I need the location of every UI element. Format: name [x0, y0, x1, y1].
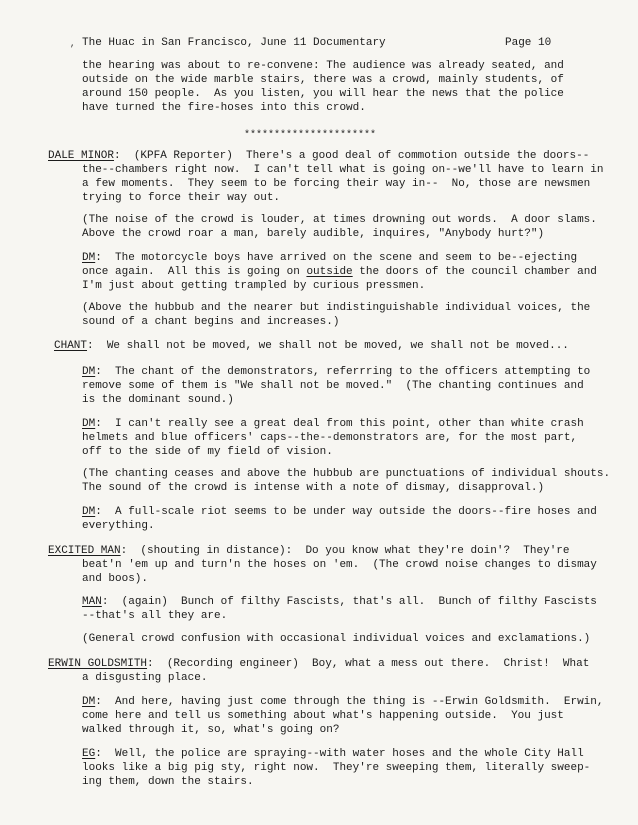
dm-1-line-2	[82, 266, 597, 278]
man-line-2: --that's all they are.	[82, 610, 228, 622]
dm-5-line-3: walked through it, so, what's going on?	[82, 724, 340, 736]
intro-line-4: have turned the fire-hoses into this crowd.	[82, 102, 366, 114]
dm-1-line-1	[82, 252, 577, 264]
chant-text: : We shall not be moved, we shall not be moved, we shall not be moved...	[87, 340, 569, 352]
dm-2-line-2: remove some of them is "We shall not be moved." (The chanting continues and	[82, 380, 584, 392]
intro-line-2: outside on the wide marble stairs, there was a crowd, mainly students, of	[82, 74, 564, 86]
dm-4-line-2: everything.	[82, 520, 155, 532]
dm-2-text: : The chant of the demonstrators, referrring to the officers attempting to	[95, 366, 591, 378]
dm-1-emphasis: outside	[306, 266, 353, 278]
dm-1-text-a: once again. All this is going on	[82, 266, 307, 278]
dm-5-line-2: come here and tell us something about what's happening outside. You just	[82, 710, 564, 722]
speaker-erwin-goldsmith: ERWIN GOLDSMITH	[48, 658, 148, 670]
dm-1-text: : The motorcycle boys have arrived on the scene and seem to be--ejecting	[95, 252, 578, 264]
speaker-dm: DM	[82, 506, 96, 518]
dale-minor-text: : (KPFA Reporter) There's a good deal of commotion outside the doors--	[114, 150, 590, 162]
page-number: Page 10	[505, 37, 552, 49]
speaker-dm: DM	[82, 696, 96, 708]
dm-1-line-3: I'm just about getting trampled by curious pressmen.	[82, 280, 426, 292]
excited-man-line-1	[48, 545, 570, 557]
separator: **********************	[244, 130, 377, 141]
direction-1-line-1: (The noise of the crowd is louder, at times drowning out words. A door slams.	[82, 214, 597, 226]
dm-3-line-3: off to the side of my field of vision.	[82, 446, 333, 458]
direction-1-line-2: Above the crowd roar a man, barely audible, inquires, "Anybody hurt?")	[82, 228, 545, 240]
direction-2-line-2: sound of a chant begins and increases.)	[82, 316, 340, 328]
speaker-dm: DM	[82, 418, 96, 430]
man-line-1	[82, 596, 597, 608]
dm-1-text-b: the doors of the council chamber and	[352, 266, 597, 278]
speaker-dale-minor: DALE MINOR	[48, 150, 115, 162]
direction-3-line-1: (The chanting ceases and above the hubbub are punctuations of individual shouts.	[82, 468, 611, 480]
dm-5-line-1	[82, 696, 604, 708]
erwin-goldsmith-line-2: a disgusting place.	[82, 672, 208, 684]
direction-3-line-2: The sound of the crowd is intense with a note of dismay, disapproval.)	[82, 482, 545, 494]
speaker-chant: CHANT	[54, 340, 88, 352]
dm-3-text: : I can't really see a great deal from this point, other than white crash	[95, 418, 584, 430]
excited-man-text: : (shouting in distance): Do you know what they're doin'? They're	[120, 545, 570, 557]
dm-5-text: : And here, having just come through the thing is --Erwin Goldsmith. Erwin,	[95, 696, 604, 708]
direction-2-line-1: (Above the hubbub and the nearer but indistinguishable individual voices, the	[82, 302, 591, 314]
speaker-man: MAN	[82, 596, 102, 608]
speaker-dm: DM	[82, 366, 96, 378]
erwin-goldsmith-line-1	[48, 658, 589, 670]
eg-line-1	[82, 748, 584, 760]
speaker-eg: EG	[82, 748, 96, 760]
eg-text: : Well, the police are spraying--with water hoses and the whole City Hall	[95, 748, 584, 760]
dale-minor-line-2: the--chambers right now. I can't tell what is going on--we'll have to learn in	[82, 164, 604, 176]
dm-3-line-2: helmets and blue officers' caps--the--demonstrators are, for the most part,	[82, 432, 578, 444]
eg-line-2: looks like a big pig sty, right now. They're sweeping them, literally sweep-	[82, 762, 591, 774]
excited-man-line-2: beat'n 'em up and turn'n the hoses on 'em. (The crowd noise changes to dismay	[82, 559, 597, 571]
eg-line-3: ing them, down the stairs.	[82, 776, 254, 788]
dm-2-line-3: is the dominant sound.)	[82, 394, 234, 406]
margin-mark: ,	[70, 39, 76, 49]
header-title: The Huac in San Francisco, June 11 Documentary	[82, 37, 386, 49]
dale-minor-line-1	[48, 150, 589, 162]
dm-3-line-1	[82, 418, 584, 430]
intro-line-3: around 150 people. As you listen, you will hear the news that the police	[82, 88, 564, 100]
direction-4-line-1: (General crowd confusion with occasional individual voices and exclamations.)	[82, 633, 591, 645]
dm-4-line-1	[82, 506, 597, 518]
dm-4-text: : A full-scale riot seems to be under way outside the doors--fire hoses and	[95, 506, 597, 518]
intro-line-1: the hearing was about to re-convene: The audience was already seated, and	[82, 60, 564, 72]
man-text: : (again) Bunch of filthy Fascists, that's all. Bunch of filthy Fascists	[101, 596, 597, 608]
speaker-dm: DM	[82, 252, 96, 264]
erwin-goldsmith-text: : (Recording engineer) Boy, what a mess out there. Christ! What	[147, 658, 590, 670]
speaker-excited-man: EXCITED MAN	[48, 545, 121, 557]
chant-line	[54, 340, 569, 352]
dale-minor-line-4: trying to force their way out.	[82, 192, 281, 204]
excited-man-line-3: and boos).	[82, 573, 149, 585]
dale-minor-line-3: a few moments. They seem to be forcing their way in-- No, those are newsmen	[82, 178, 591, 190]
dm-2-line-1	[82, 366, 590, 378]
